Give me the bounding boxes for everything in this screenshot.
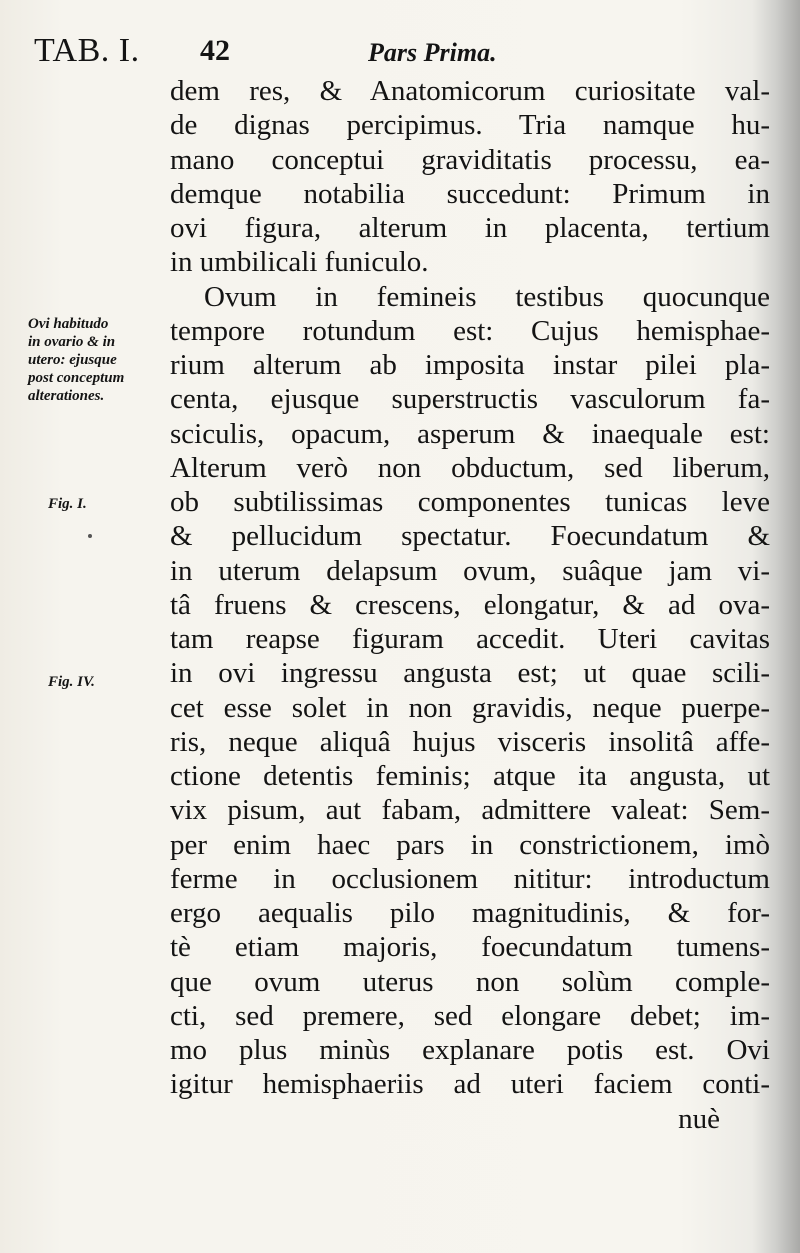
text-line: sciculis, opacum, asperum & inaequale est: [170,417,770,450]
margin-note-line: post conceptum [28,370,125,386]
figure-ref-1: Fig. I. [48,496,87,512]
margin-note-line: in ovario & in [28,334,116,350]
text-line: vix pisum, aut fabam, admittere valeat: Sem- [170,794,770,827]
text-line: demque notabilia succedunt: Primum in [170,177,770,210]
running-head: Pars Prima. [368,38,497,67]
text-line: tâ fruens & crescens, elongatur, & ad ova- [170,588,770,621]
text-line: Ovum in femineis testibus quocunque [204,280,770,313]
page-number: 42 [200,34,230,67]
text-line: ergo aequalis pilo magnitudinis, & for- [170,897,770,929]
text-line: mo plus minùs explanare potis est. Ovi [170,1034,770,1066]
text-line: in umbilicali funiculo. [170,246,429,279]
margin-note-line: Ovi habitudo [28,316,109,332]
text-line: dem res, & Anatomicorum curiositate val- [170,75,770,107]
ink-speck [88,534,92,538]
catchword: nuè [678,1102,720,1135]
text-line: in ovi ingressu angusta est; ut quae scili- [170,657,770,690]
text-line: ovi figura, alterum in placenta, tertium [170,212,770,244]
plate-label: TAB. I. [34,32,140,69]
text-line: tempore rotundum est: Cujus hemisphae- [170,314,770,347]
text-line: in uterum delapsum ovum, suâque jam vi- [170,554,770,587]
text-line: centa, ejusque superstructis vasculorum fa- [170,383,770,416]
text-line: rium alterum ab imposita instar pilei pla- [170,349,770,381]
text-line: cti, sed premere, sed elongare debet; im- [170,999,770,1032]
margin-note-line: utero: ejusque [28,352,117,368]
text-line: ris, neque aliquâ hujus visceris insolitâ affe- [170,725,770,758]
text-line: Alterum verò non obductum, sed liberum, [170,451,770,484]
text-line: mano conceptui graviditatis processu, ea- [170,143,770,176]
text-line: ferme in occlusionem nititur: introductum [170,862,770,895]
margin-note [28,315,158,405]
figure-ref-4: Fig. IV. [48,674,95,690]
text-line: ctione detentis feminis; atque ita angusta, ut [170,760,770,792]
text-line: de dignas percipimus. Tria namque hu- [170,109,770,142]
text-line: igitur hemisphaeriis ad uteri faciem conti- [170,1068,770,1101]
body-text [170,74,770,1136]
text-line: tam reapse figuram accedit. Uteri cavitas [170,623,770,655]
text-line: per enim haec pars in constrictionem, imò [170,828,770,861]
text-line: ob subtilissimas componentes tunicas leve [170,486,770,518]
text-line: tè etiam majoris, foecundatum tumens- [170,931,770,964]
text-line: & pellucidum spectatur. Foecundatum & [170,520,770,553]
margin-note-line: alterationes. [28,388,105,404]
text-line: que ovum uterus non solùm comple- [170,965,770,998]
text-line: cet esse solet in non gravidis, neque puerpe- [170,691,770,724]
